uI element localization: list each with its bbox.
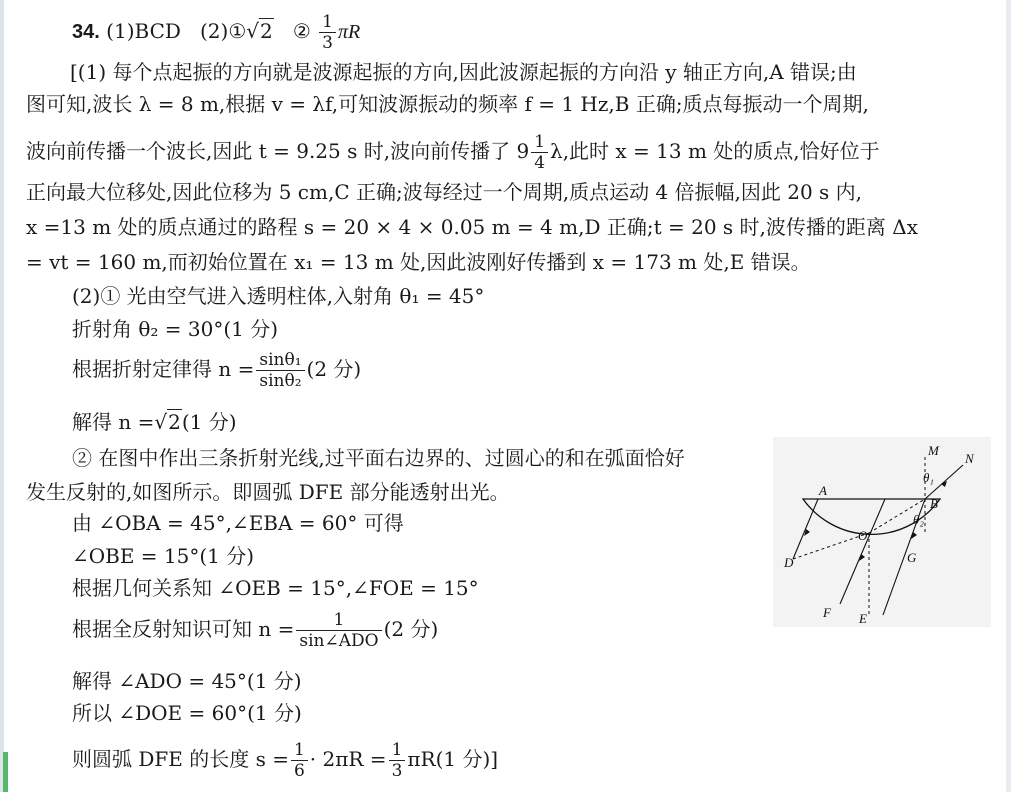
text-line-14: ∠OBE = 15°(1 分) [72,544,255,568]
text-line-6: = vt = 160 m,而初始位置在 x₁ = 13 m 处,因此波刚好传播到 x = 173 m 处,E 错误。 [26,250,811,274]
text-line-11: ② 在图中作出三条折射光线,过平面右边界的、过圆心的和在弧面恰好 [72,446,685,470]
sqrt-two: √2 [154,410,181,434]
fraction-one-third: $\frac{1}{3}$ [319,12,336,53]
fraction-one-sixth: $\frac{1}{6}$ [291,740,308,781]
label-F: F [823,605,831,620]
fraction-one-quarter: $\frac{1}{4}$ [531,132,548,173]
label-A: A [819,483,827,498]
fraction-one-third-final: $\frac{1}{3}$ [389,740,406,781]
snell-fraction: $\frac{\text{sinθ₁}}{\text{sinθ₂}}$ [256,350,304,391]
text-line-18: 所以 ∠DOE = 60°(1 分) [72,701,302,725]
text-line-17: 解得 ∠ADO = 45°(1 分) [72,669,302,693]
question-number: 34. [72,21,100,43]
text-line-7: (2)① 光由空气进入透明柱体,入射角 θ₁ = 45° [72,284,485,308]
text-line-4: 正向最大位移处,因此位移为 5 cm,C 正确;波每经过一个周期,质点运动 4 倍振幅,因此 20 s 内, [26,180,863,204]
text-line-15: 根据几何关系知 ∠OEB = 15°,∠FOE = 15° [72,576,479,600]
answer-part1: (1)BCD [106,19,181,43]
answer-part3-tail: πR [337,21,361,43]
label-theta1: θ₁ [923,470,934,485]
label-D: D [784,555,794,570]
answer-header [72,12,360,53]
text-line-9: 根据折射定律得 n = $\frac{\text{sinθ₁}}{\text{sinθ₂}}$ (2 分) [72,350,362,391]
sqrt-expression: √2 [246,19,273,43]
label-N: N [965,451,974,466]
optics-diagram [773,437,991,627]
text-line-8: 折射角 θ₂ = 30°(1 分) [72,317,279,341]
text-line-3: 波向前传播一个波长,因此 t = 9.25 s 时,波向前传播了 9 $\frac{1}{4}$ λ,此时 x = 13 m 处的质点,恰好位于 [26,132,880,173]
text-line-16: 根据全反射知识可知 n = $\frac{1}{\text{sin∠ADO}}$ (2 分) [72,610,439,651]
viewer-scroll-marker[interactable] [3,752,8,792]
viewer-right-edge [1006,0,1011,792]
answer-part3-label: ② [292,19,311,43]
text-line-2: 图可知,波长 λ = 8 m,根据 v = λf,可知波源振动的频率 f = 1 Hz,B 正确;质点每振动一个周期, [26,92,869,116]
text-line-13: 由 ∠OBA = 45°,∠EBA = 60° 可得 [72,511,404,535]
text-line-1: [(1) 每个点起振的方向就是波源起振的方向,因此波源起振的方向沿 y 轴正方向,A 错误;由 [70,60,857,84]
total-reflection-fraction: $\frac{1}{\text{sin∠ADO}}$ [296,610,381,651]
label-G: G [907,550,917,565]
label-O: O [858,528,868,543]
label-B: B [930,496,938,511]
text-line-10: 解得 n =√2(1 分) [72,410,237,434]
text-line-12: 发生反射的,如图所示。即圆弧 DFE 部分能透射出光。 [26,480,510,504]
label-theta2: θ₂ [913,512,924,527]
answer-part2-label: (2)① [200,19,247,43]
viewer-left-edge [0,0,4,792]
text-line-19: 则圆弧 DFE 的长度 s = $\frac{1}{6}$ · 2πR = $\frac{1}{3}$ πR(1 分)] [72,740,499,781]
label-E: E [859,611,867,626]
label-M: M [928,443,939,458]
text-line-5: x =13 m 处的质点通过的路程 s = 20 × 4 × 0.05 m = 4 m,D 正确;t = 20 s 时,波传播的距离 Δx [26,215,918,239]
